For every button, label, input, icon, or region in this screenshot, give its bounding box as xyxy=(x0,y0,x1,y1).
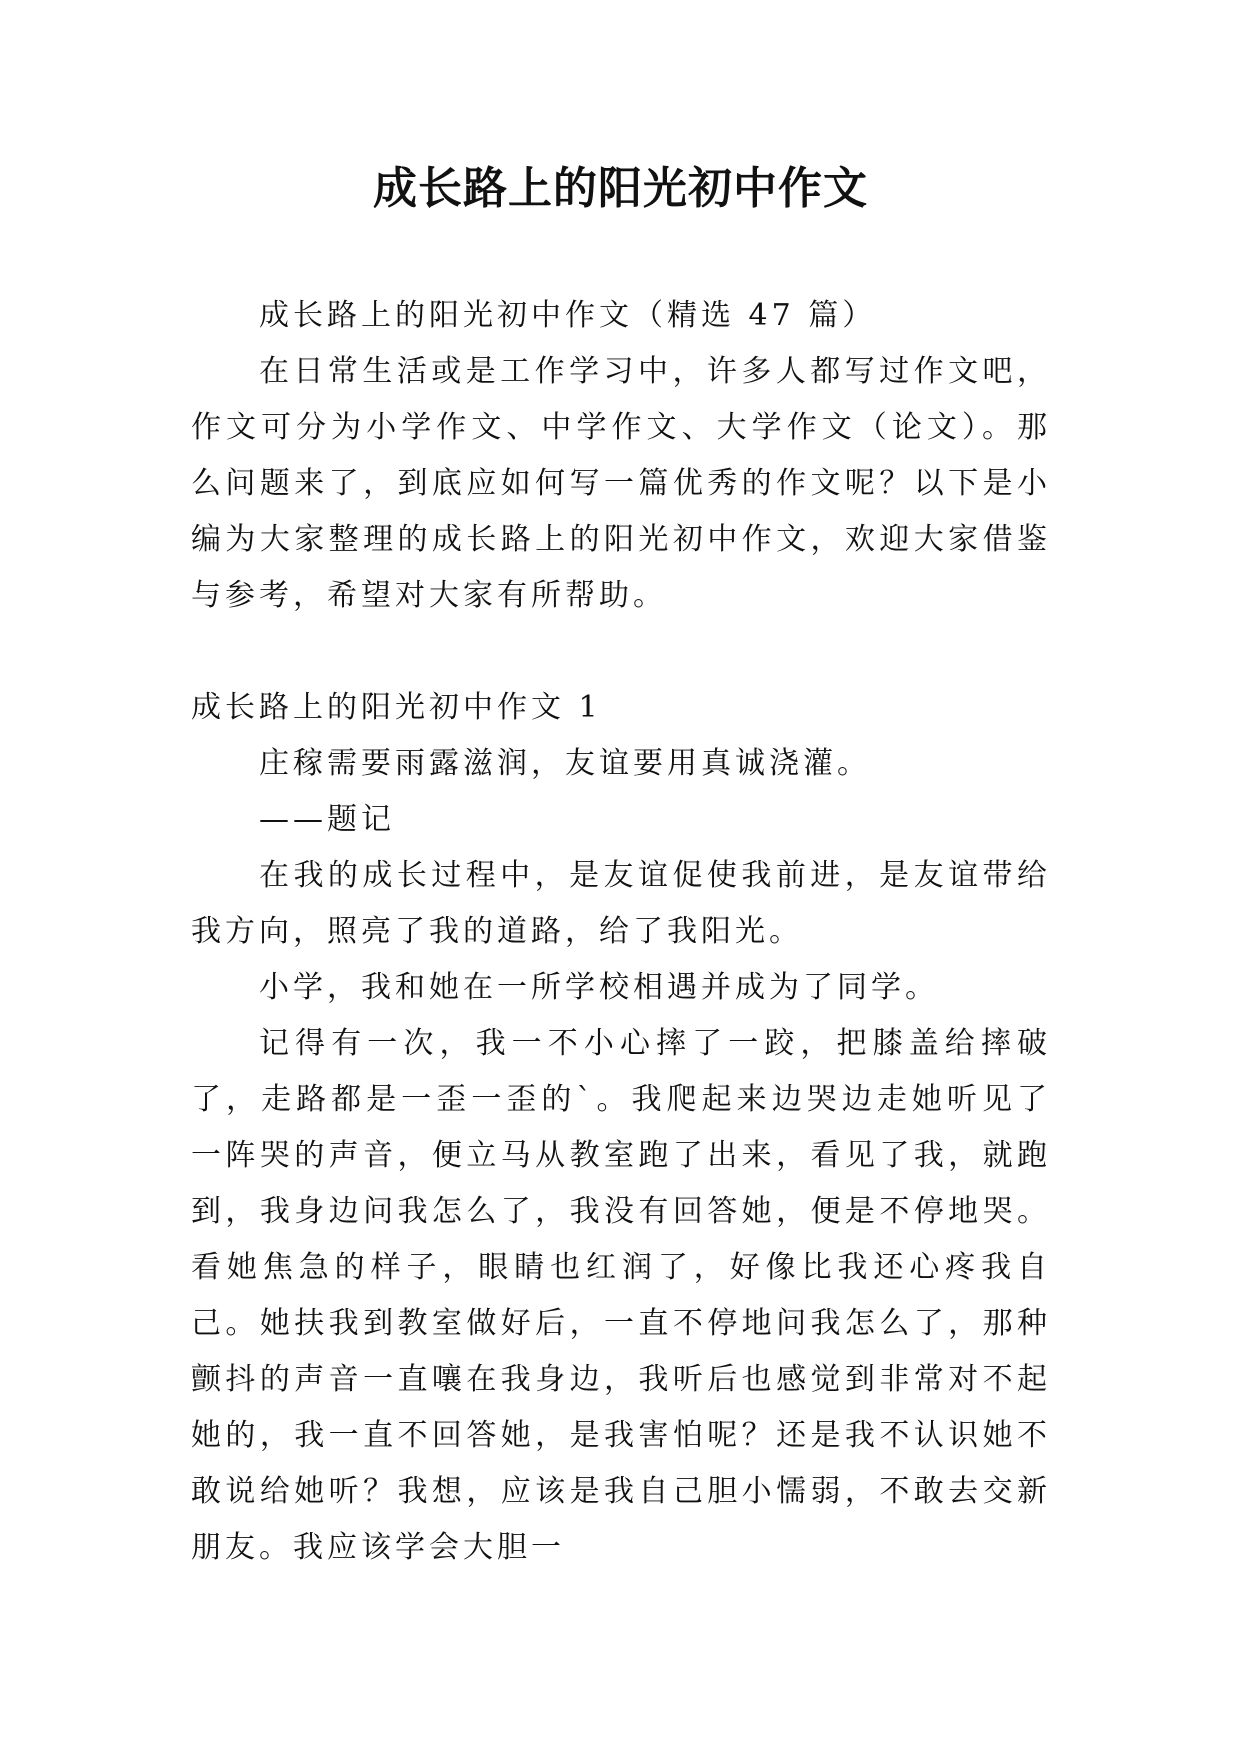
section-spacer xyxy=(191,624,1051,680)
body-paragraph: 在我的成长过程中，是友谊促使我前进，是友谊带给我方向，照亮了我的道路，给了我阳光。 xyxy=(191,858,1051,949)
body-paragraph: 小学，我和她在一所学校相遇并成为了同学。 xyxy=(259,970,939,1005)
section-heading: 成长路上的阳光初中作文 1 xyxy=(191,690,602,725)
intro-heading: 成长路上的阳光初中作文（精选 47 篇） xyxy=(259,298,877,333)
epigraph-source: ——题记 xyxy=(259,802,395,837)
body-paragraph: 记得有一次，我一不小心摔了一跤，把膝盖给摔破了，走路都是一歪一歪的`。我爬起来边哭边走她听见了一阵哭的声音，便立马从教室跑了出来，看见了我，就跑到，我身边问我怎么了，我没有回答她，便是不停地哭。看她焦急的样子，眼睛也红润了，好像比我还心疼我自己。她扶我到教室做好后，一直不停地问我怎么了，那种颤抖的声音一直嚷在我身边，我听后也感觉到非常对不起她的，我一直不回答她，是我害怕呢？还是我不认识她不敢说给她听？我想，应该是我自己胆小懦弱，不敢去交新朋友。我应该学会大胆一 xyxy=(191,1026,1051,1565)
document-body xyxy=(191,288,1051,1576)
document-title: 成长路上的阳光初中作文 xyxy=(373,163,868,214)
intro-paragraph: 在日常生活或是工作学习中，许多人都写过作文吧，作文可分为小学作文、中学作文、大学作文（论文）。那么问题来了，到底应如何写一篇优秀的作文呢？以下是小编为大家整理的成长路上的阳光初中作文，欢迎大家借鉴与参考，希望对大家有所帮助。 xyxy=(191,354,1051,613)
epigraph: 庄稼需要雨露滋润，友谊要用真诚浇灌。 xyxy=(259,746,871,781)
